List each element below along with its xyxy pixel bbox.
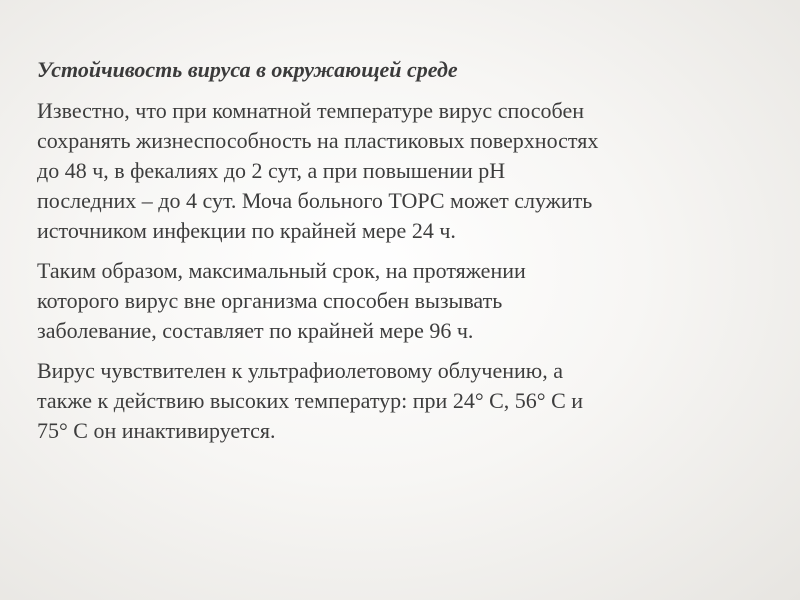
paragraph-line: Таким образом, максимальный срок, на протяжении	[37, 258, 526, 283]
paragraph-line: Известно, что при комнатной температуре вирус способен	[37, 98, 584, 123]
paragraph-line: последних – до 4 сут. Моча больного ТОРС может служить	[37, 188, 593, 213]
slide-title: Устойчивость вируса в окружающей среде	[37, 57, 458, 82]
paragraph-3	[37, 356, 767, 446]
paragraph-line: до 48 ч, в фекалиях до 2 сут, а при повышении рН	[37, 158, 506, 183]
paragraph-line: 75° С он инактивируется.	[37, 418, 276, 443]
paragraph-1	[37, 96, 767, 246]
paragraph-line: заболевание, составляет по крайней мере 96 ч.	[37, 318, 474, 343]
paragraph-line: которого вирус вне организма способен вызывать	[37, 288, 503, 313]
slide-content	[37, 56, 767, 456]
paragraph-line: Вирус чувствителен к ультрафиолетовому облучению, а	[37, 358, 563, 383]
paragraph-line: источником инфекции по крайней мере 24 ч.	[37, 218, 456, 243]
paragraph-2	[37, 256, 767, 346]
paragraph-line: сохранять жизнеспособность на пластиковых поверхностях	[37, 128, 599, 153]
paragraph-line: также к действию высоких температур: при 24° С, 56° С и	[37, 388, 584, 413]
